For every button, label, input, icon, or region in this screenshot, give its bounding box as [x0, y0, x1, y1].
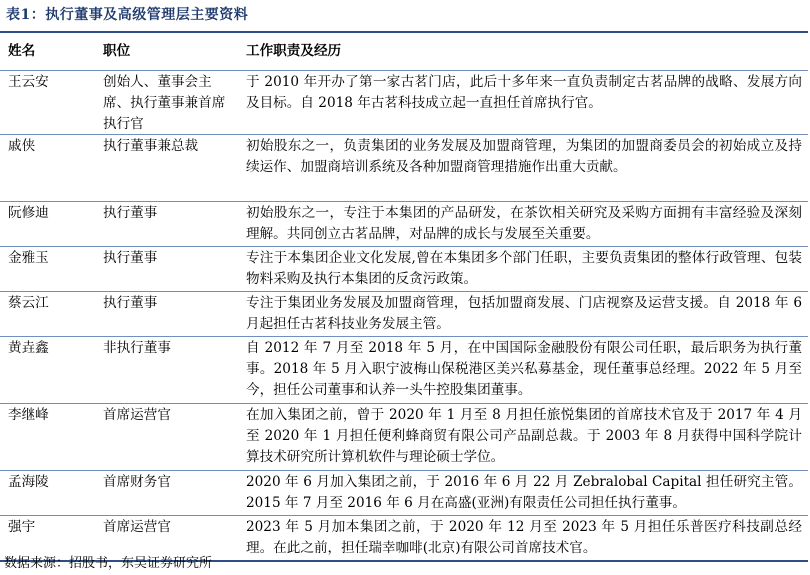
header-name: 姓名: [8, 43, 36, 59]
data-source-note: 数据来源：招股书，东吴证券研究所: [4, 556, 213, 571]
cell-name: 戚侠: [8, 138, 36, 154]
table-row: [0, 292, 808, 337]
table-header-row: [0, 33, 808, 71]
table-row: [0, 247, 808, 292]
cell-position: 首席财务官: [103, 474, 171, 490]
cell-position: 创始人、董事会主席、执行董事兼首席执行官: [103, 74, 226, 132]
table-row: [0, 135, 808, 202]
cell-position: 执行董事: [103, 295, 158, 311]
cell-position: 执行董事: [103, 250, 158, 266]
table-caption: 表1：执行董事及高级管理层主要资料: [6, 7, 249, 23]
cell-name: 蔡云江: [8, 295, 49, 311]
cell-position: 执行董事: [103, 205, 158, 221]
cell-description: 专注于集团业务发展及加盟商管理，包括加盟商发展、门店视察及运营支援。自 2018 年 6 月起担任古茗科技业务发展主管。: [246, 295, 802, 332]
cell-name: 强宇: [8, 519, 36, 535]
header-description: 工作职责及经历: [246, 43, 342, 59]
cell-name: 阮修迪: [8, 205, 49, 221]
cell-description: 在加入集团之前，曾于 2020 年 1 月至 8 月担任旅悦集团的首席技术官及于 2017 年 4 月至 2020 年 1 月担任便利蜂商贸有限公司产品副总裁。于 2003 年 8 月获得中国科学院计算技术研究所计算机软件与理论硕士学位。: [246, 407, 802, 465]
table-row: [0, 337, 808, 404]
cell-position: 非执行董事: [103, 340, 171, 356]
cell-name: 李继峰: [8, 407, 49, 423]
cell-name: 孟海陵: [8, 474, 49, 490]
cell-name: 王云安: [8, 74, 49, 90]
table-row: [0, 404, 808, 471]
cell-position: 首席运营官: [103, 407, 171, 423]
cell-position: 执行董事兼总裁: [103, 138, 199, 154]
cell-description: 2023 年 5 月加本集团之前，于 2020 年 12 月至 2023 年 5 月担任乐普医疗科技副总经理。在此之前，担任瑞幸咖啡(北京)有限公司首席技术官。: [246, 519, 802, 556]
cell-description: 初始股东之一，负责集团的业务发展及加盟商管理，为集团的加盟商委员会的初始成立及持续运作、加盟商培训系统及各种加盟商管理措施作出重大贡献。: [246, 138, 802, 175]
executives-table: [0, 31, 808, 562]
cell-name: 黄垚鑫: [8, 340, 49, 356]
cell-description: 自 2012 年 7 月至 2018 年 5 月，在中国国际金融股份有限公司任职，最后职务为执行董事。2018 年 5 月入职宁波梅山保税港区美兴私募基金，现任董事总经理。2022 年 5 月至今，担任公司董事和认养一头牛控股集团董事。: [246, 340, 802, 398]
header-position: 职位: [103, 43, 131, 59]
cell-description: 初始股东之一，专注于本集团的产品研发，在茶饮相关研究及采购方面拥有丰富经验及深刻理解。共同创立古茗品牌，对品牌的成长与发展至关重要。: [246, 205, 802, 242]
cell-description: 专注于本集团企业文化发展,曾在本集团多个部门任职，主要负责集团的整体行政管理、包装物料采购及执行本集团的反贪污政策。: [246, 250, 802, 287]
cell-position: 首席运营官: [103, 519, 171, 535]
table-row: [0, 471, 808, 516]
table-row: [0, 202, 808, 247]
cell-description: 于 2010 年开办了第一家古茗门店，此后十多年来一直负责制定古茗品牌的战略、发展方向及目标。自 2018 年古茗科技成立起一直担任首席执行官。: [246, 74, 802, 111]
table-row: [0, 71, 808, 135]
cell-description: 2020 年 6 月加入集团之前，于 2016 年 6 月 22 月 Zebralobal Capital 担任研究主管。2015 年 7 月至 2016 年 6 月在高盛(亚洲)有限责任公司担任执行董事。: [246, 474, 802, 511]
cell-name: 金雅玉: [8, 250, 49, 266]
